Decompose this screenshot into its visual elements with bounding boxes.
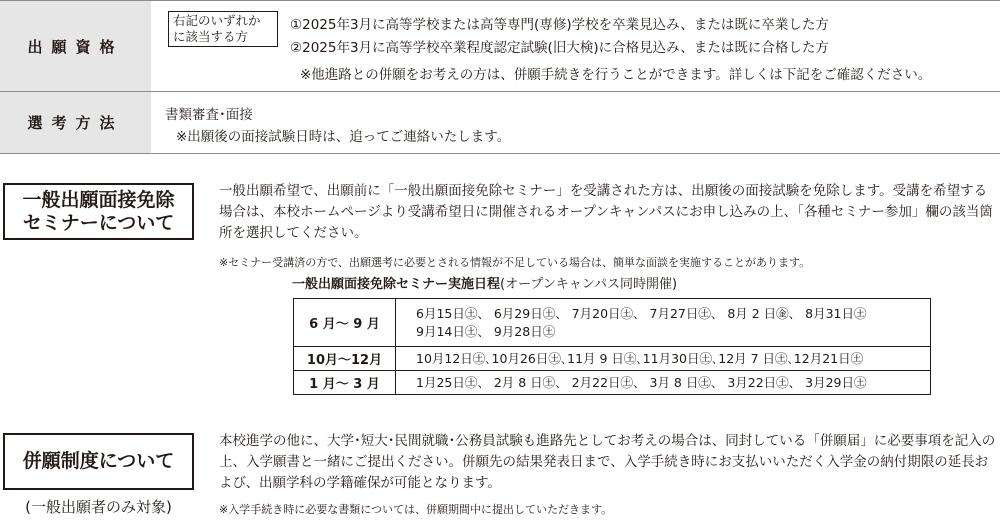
exemption-paragraph: 一般出願希望で、出願前に「一般出願面接免除セミナー」を受講された方は、出願後の面接試験を免除します。受講を希望する場合は、本校ホームページより受講希望日に開催されるオープンキャンパスにお申し込みの上、「各種セミナー参加」欄の該当箇所を選択してください。 xyxy=(219,183,993,241)
exemption-heading-box: 一般出願面接免除 セミナーについて xyxy=(3,183,194,240)
table-row xyxy=(294,299,931,347)
qualification-label: 出願資格 xyxy=(0,1,151,91)
schedule-period: 6 月～ 9 月 xyxy=(294,299,396,347)
schedule-table xyxy=(293,298,931,395)
selection-label: 選考方法 xyxy=(0,92,151,153)
schedule-period: 1 月～ 3 月 xyxy=(294,371,396,395)
schedule-title: 一般出願面接免除セミナー実施日程(オープンキャンパス同時開催) xyxy=(292,277,678,292)
qualification-note: ※他進路との併願をお考えの方は、併願手続きを行うことができます。詳しくは下記をご確認ください。 xyxy=(300,67,932,83)
schedule-dates: 1月25日㊏、 2月 8 日㊏、 2月22日㊏、 3月 8 日㊏、 3月22日㊏、 3月29日㊏ xyxy=(396,371,931,395)
exemption-note: ※セミナー受講済の方で、出願選考に必要とされる情報が不足している場合は、簡単な面談を実施することがあります。 xyxy=(219,256,811,269)
qualification-line-1: ①2025年3月に高等学校または高等専門(専修)学校を卒業見込み、または既に卒業した方 xyxy=(290,17,829,33)
qualification-line-2: ②2025年3月に高等学校卒業程度認定試験(旧大検)に合格見込み、または既に合格した方 xyxy=(290,40,829,56)
schedule-dates: 10月12日㊏､10月26日㊏､11月 9 日㊏､11月30日㊏､12月 7 日㊏､12月21日㊏ xyxy=(396,347,931,371)
heigan-paragraph: 本校進学の他に、大学･短大･民間就職･公務員試験も進路先としてお考えの場合は、同封している「併願届」に必要事項を記入の上、入学願書と一緒にご提出ください。併願先の結果発表日まで、入学手続き時にお支払いいただく入学金の納付期限の延長および、出願学科の学籍確保が可能となります。 xyxy=(219,433,996,491)
table-row xyxy=(294,347,931,371)
schedule-period: 10月～12月 xyxy=(294,347,396,371)
selection-row xyxy=(0,92,1000,154)
heigan-note: ※入学手続き時に必要な書類については、併願期間中に提出していただきます。 xyxy=(219,503,613,516)
qualification-row xyxy=(0,0,1000,92)
schedule-dates: 6月15日㊏、 6月29日㊏、 7月20日㊏、 7月27日㊏、 8月 2 日㊎、 8月31日㊏ 9月14日㊏、 9月28日㊏ xyxy=(396,299,931,347)
selection-note: ※出願後の面接試験日時は、追ってご連絡いたします。 xyxy=(176,129,511,145)
selection-method: 書類審査･面接 xyxy=(165,107,253,123)
heigan-heading-box: 併願制度について xyxy=(3,433,194,490)
condition-box: 右記のいずれか に該当する方 xyxy=(168,11,278,47)
heigan-subcaption: (一般出願者のみ対象) xyxy=(25,498,172,516)
table-row xyxy=(294,371,931,395)
